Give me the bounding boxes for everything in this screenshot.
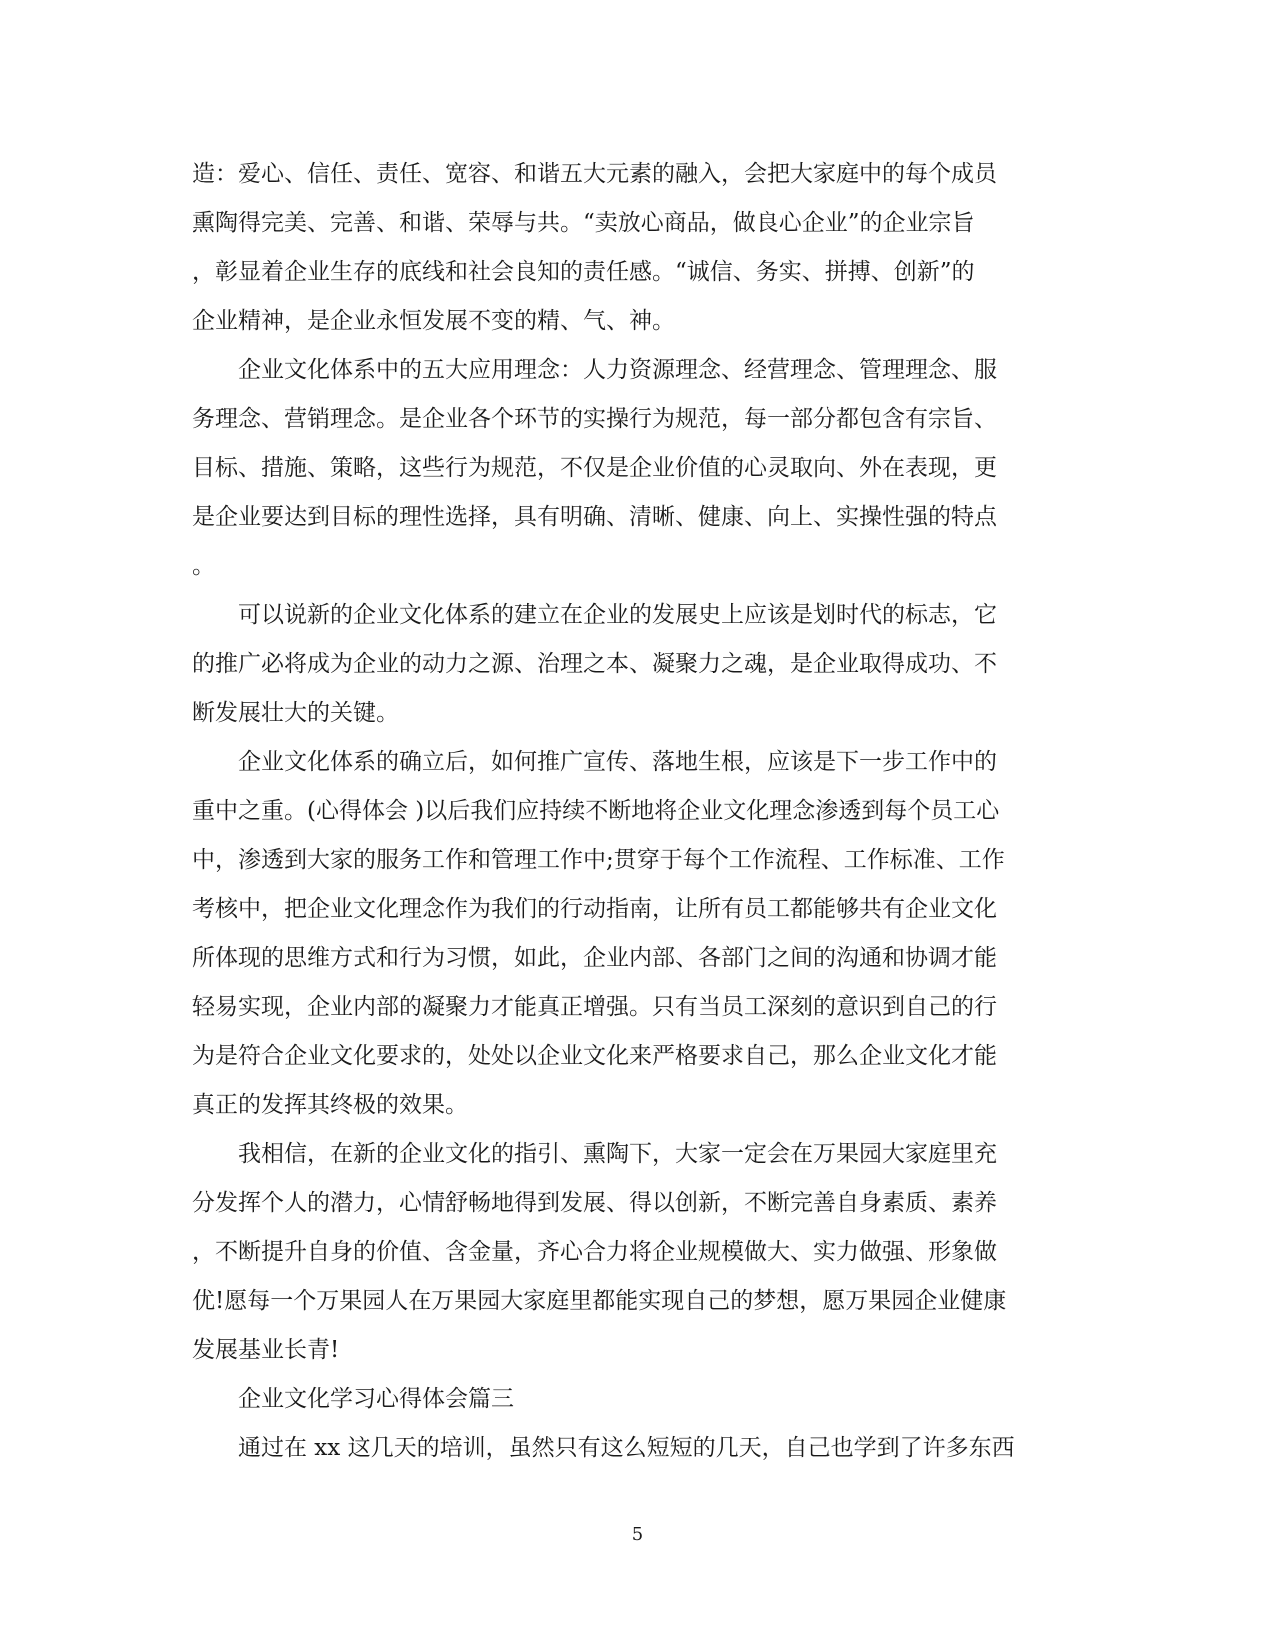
- text-line: 企业文化体系的确立后，如何推广宣传、落地生根，应该是下一步工作中的: [192, 749, 997, 775]
- text-line: 轻易实现，企业内部的凝聚力才能真正增强。只有当员工深刻的意识到自己的行: [192, 994, 997, 1020]
- text-line: 可以说新的企业文化体系的建立在企业的发展史上应该是划时代的标志，它: [192, 602, 997, 628]
- text-line: 。: [192, 553, 215, 579]
- text-line: 发展基业长青!: [192, 1337, 340, 1363]
- text-line: 优!愿每一个万果园人在万果园大家庭里都能实现自己的梦想，愿万果园企业健康: [192, 1288, 1007, 1314]
- text-line: 造：爱心、信任、责任、宽容、和谐五大元素的融入，会把大家庭中的每个成员: [192, 161, 997, 187]
- text-line: ，不断提升自身的价值、含金量，齐心合力将企业规模做大、实力做强、形象做: [192, 1239, 997, 1265]
- text-line: 的推广必将成为企业的动力之源、治理之本、凝聚力之魂，是企业取得成功、不: [192, 651, 997, 677]
- text-line: 重中之重。(心得体会 )以后我们应持续不断地将企业文化理念渗透到每个员工心: [192, 798, 1000, 824]
- text-line: 目标、措施、策略，这些行为规范，不仅是企业价值的心灵取向、外在表现，更: [192, 455, 997, 481]
- text-line: 企业文化体系中的五大应用理念：人力资源理念、经营理念、管理理念、服: [192, 357, 997, 383]
- text-line: 我相信，在新的企业文化的指引、熏陶下，大家一定会在万果园大家庭里充: [192, 1141, 997, 1167]
- page-number: 5: [631, 1524, 644, 1545]
- text-line: ，彰显着企业生存的底线和社会良知的责任感。“诚信、务实、拼搏、创新”的: [192, 259, 975, 285]
- text-line: 企业精神，是企业永恒发展不变的精、气、神。: [192, 308, 675, 334]
- text-line: 务理念、营销理念。是企业各个环节的实操行为规范，每一部分都包含有宗旨、: [192, 406, 997, 432]
- text-line: 分发挥个人的潜力，心情舒畅地得到发展、得以创新，不断完善自身素质、素养: [192, 1190, 997, 1216]
- text-line: 断发展壮大的关键。: [192, 700, 399, 726]
- text-line: 通过在 xx 这几天的培训，虽然只有这么短短的几天，自己也学到了许多东西: [192, 1435, 1015, 1461]
- text-line: 是企业要达到目标的理性选择，具有明确、清晰、健康、向上、实操性强的特点: [192, 504, 997, 530]
- text-line: 真正的发挥其终极的效果。: [192, 1092, 468, 1118]
- body-text: [192, 150, 1082, 1473]
- text-line: 所体现的思维方式和行为习惯，如此，企业内部、各部门之间的沟通和协调才能: [192, 945, 997, 971]
- section-heading: 企业文化学习心得体会篇三: [192, 1386, 514, 1412]
- text-line: 考核中，把企业文化理念作为我们的行动指南，让所有员工都能够共有企业文化: [192, 896, 997, 922]
- text-line: 为是符合企业文化要求的，处处以企业文化来严格要求自己，那么企业文化才能: [192, 1043, 997, 1069]
- text-line: 中，渗透到大家的服务工作和管理工作中;贯穿于每个工作流程、工作标准、工作: [192, 847, 1005, 873]
- text-line: 熏陶得完美、完善、和谐、荣辱与共。“卖放心商品，做良心企业”的企业宗旨: [192, 210, 975, 236]
